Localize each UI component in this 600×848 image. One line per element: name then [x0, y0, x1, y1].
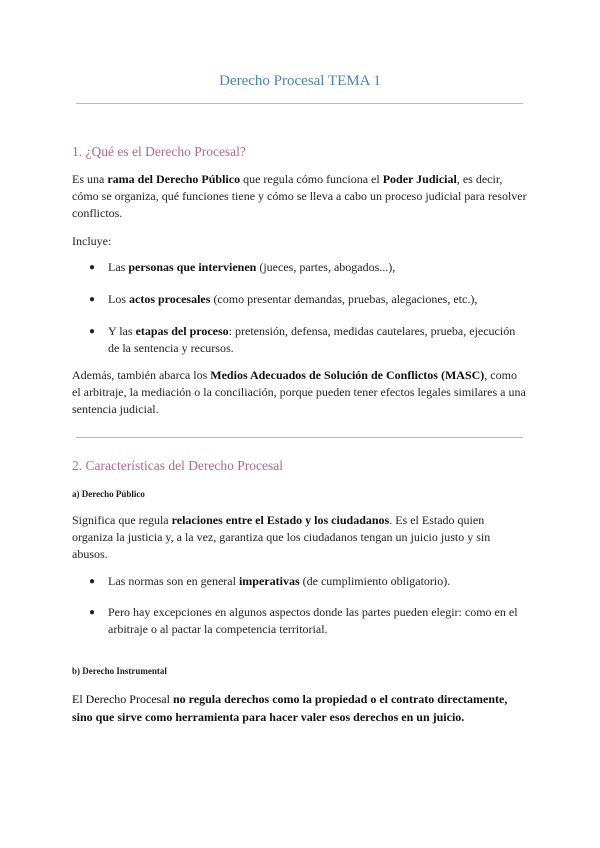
- section-1-heading: 1. ¿Qué es el Derecho Procesal?: [72, 144, 246, 159]
- bullet-icon: ●: [89, 607, 96, 618]
- divider: [76, 437, 523, 438]
- subsection-a-paragraph: Significa que regula relaciones entre el Estado y los ciudadanos. Es el Estado quien organiza la justicia y, a la vez, garantiza que los ciudadanos tengan un juicio justo y sin abusos.: [72, 513, 491, 561]
- list-item: Pero hay excepciones en algunos aspectos donde las partes pueden elegir: como en el arbitraje o al pactar la competencia territorial.: [108, 605, 518, 636]
- bullet-icon: ●: [89, 326, 96, 337]
- divider: [76, 103, 523, 104]
- list-item: Las personas que intervienen (jueces, partes, abogados...),: [108, 260, 396, 274]
- section-1-closing: Además, también abarca los Medios Adecuados de Solución de Conflictos (MASC), como el arbitraje, la mediación o la conciliación, porque pueden tener efectos legales similares a una sentencia judicial.: [72, 368, 526, 416]
- bullet-icon: ●: [89, 294, 96, 305]
- section-1-intro: Es una rama del Derecho Público que regula cómo funciona el Poder Judicial, es decir, cómo se organiza, qué funciones tiene y cómo se lleva a cabo un proceso judicial para resolver conflictos.: [72, 172, 527, 220]
- subsection-b-paragraph: El Derecho Procesal no regula derechos como la propiedad o el contrato directamente, sino que sirve como herramienta para hacer valer esos derechos en un juicio.: [72, 692, 508, 724]
- bullet-icon: ●: [89, 262, 96, 273]
- subsection-a-heading: a) Derecho Público: [72, 489, 145, 499]
- bullet-icon: ●: [89, 576, 96, 587]
- list-item: Los actos procesales (como presentar demandas, pruebas, alegaciones, etc.),: [108, 292, 478, 306]
- document-title: Derecho Procesal TEMA 1: [219, 73, 381, 89]
- subsection-b-heading: b) Derecho Instrumental: [72, 666, 167, 676]
- section-2-heading: 2. Características del Derecho Procesal: [72, 458, 284, 473]
- list-item: Y las etapas del proceso: pretensión, defensa, medidas cautelares, prueba, ejecución de la sentencia y recursos.: [108, 324, 516, 355]
- list-item: Las normas son en general imperativas (de cumplimiento obligatorio).: [108, 574, 451, 588]
- incluye-label: Incluye:: [72, 234, 112, 248]
